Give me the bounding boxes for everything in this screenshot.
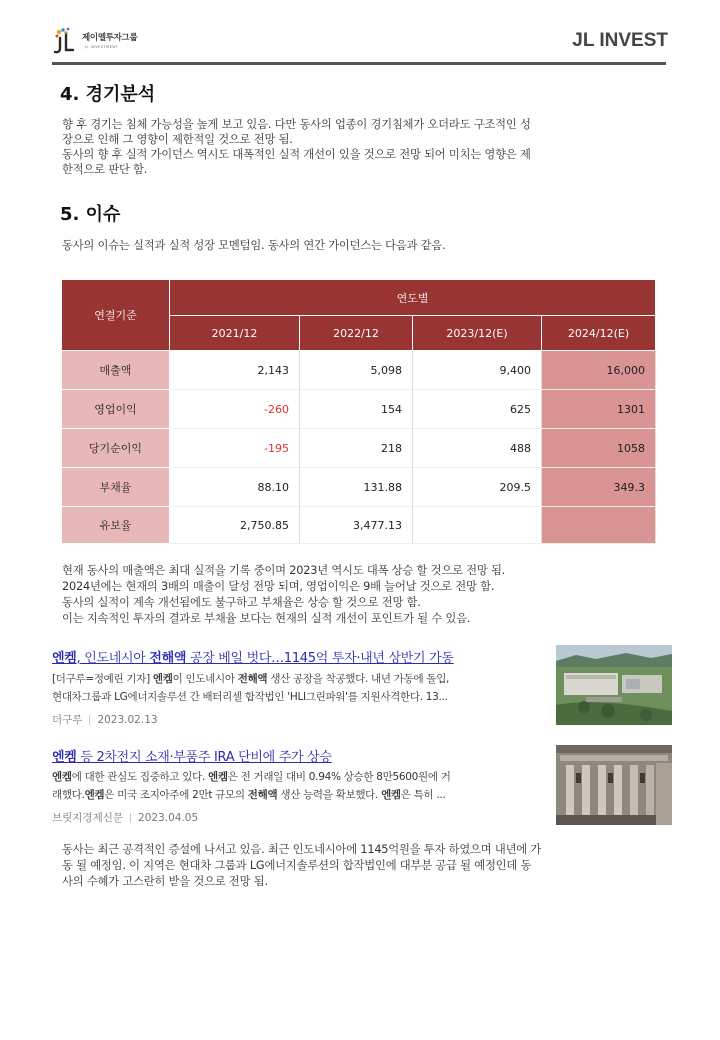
highlighted-keyword: 엔켐 [52,651,77,666]
row-label: 당기순이익 [62,429,170,468]
text-line: 사의 수혜가 고스란히 받을 것으로 전망 됨. [62,875,268,888]
column-header: 2024/12(E) [542,316,656,351]
table-cell: -260 [170,390,300,429]
highlighted-keyword: 엔켐 [208,771,228,783]
table-cell: 488 [413,429,542,468]
jl-logo-mark-icon [52,26,82,56]
table-cell: 5,098 [300,351,413,390]
brand-title: JL INVEST [572,30,668,51]
text-line: 동사의 향 후 실적 가이던스 역시도 대폭적인 실적 개선이 있을 것으로 전망 되어 미치는 영향은 제 [62,148,531,161]
text-line: 2024년에는 현재의 3배의 매출이 달성 전망 되며, 영업이익은 9배 늘어날 것으로 전망 함. [62,580,495,593]
text-line: 현재 동사의 매출액은 최대 실적을 기록 중이며 2023년 역시도 대폭 상승 할 것으로 전망 됨. [62,564,506,577]
news-date: 2023.04.05 [138,812,199,824]
text-line: 동사는 최근 공격적인 증설에 나서고 있음. 최근 인도네시아에 1145억원을 투자 하였으며 내년에 가 [62,843,542,856]
snippet-line [52,688,542,706]
news-source[interactable]: 브릿지경제신문 [52,812,124,824]
text-run: 현대차그룹과 LG에너지솔루션 간 배터리셀 합작법인 'HLI그린파워'를 지원사격한다. 13... [52,691,448,703]
highlighted-keyword: 엔켐 [152,673,173,685]
factory-aerial-photo-icon [556,645,672,725]
table-cell: 16,000 [542,351,656,390]
table-cell: 9,400 [413,351,542,390]
text-run: 등 2차전지 소재·부품주 IRA 단비에 주가 상승 [76,750,332,765]
text-line: 동 될 예정임. 이 지역은 현대차 그룹과 LG에너지솔루션의 합작법인에 대부분 공급 될 예정인데 동 [62,859,532,872]
highlighted-keyword: 엔켐 [52,771,72,783]
text-run: 래했다. [52,789,85,801]
text-run: 에 대한 관심도 집중하고 있다. [71,771,209,783]
table-cell: 1301 [542,390,656,429]
table-cell: 218 [300,429,413,468]
table-row [62,468,656,507]
row-label: 영업이익 [62,390,170,429]
section-5-title: 5. 이슈 [60,204,121,225]
table-group-header: 연도별 [170,280,656,316]
table-cell: 2,143 [170,351,300,390]
column-header: 2021/12 [170,316,300,351]
column-header: 2023/12(E) [413,316,542,351]
text-run: [더구루=정예린 기자] [52,673,153,685]
highlighted-keyword: 전해액 [237,673,268,685]
text-run: 생산 공장을 착공했다. 내년 가동에 돌입, [267,673,450,685]
news-title-link[interactable] [52,647,454,666]
table-row [62,351,656,390]
table-corner-header: 연결기준 [62,280,170,351]
text-run: 생산 능력을 확보했다. [277,789,382,801]
text-run: 은 특히 ... [400,789,446,801]
news-source[interactable]: 더구루 [52,714,83,726]
column-header: 2022/12 [300,316,413,351]
text-line: 향 후 경기는 침체 가능성을 높게 보고 있음. 다만 동사의 업종이 경기침체가 오더라도 구조적인 성 [62,118,531,131]
conclusion-text [62,842,652,890]
text-line: 동사의 실적이 계속 개선됨에도 불구하고 부채율은 상승 할 것으로 전망 함. [62,596,421,609]
text-line: 장으로 인해 그 영향이 제한적일 것으로 전망 됨. [62,133,293,146]
highlighted-keyword: 전해액 [247,789,278,801]
news-date: 2023.02.13 [97,714,158,726]
section-4-title: 4. 경기분석 [60,84,156,105]
table-cell: 625 [413,390,542,429]
news-thumbnail[interactable] [556,645,672,725]
news-meta [52,810,198,825]
section-5-intro: 동사의 이슈는 실적과 실적 성장 모멘텀임. 동사의 연간 가이던스는 다음과 같음. [62,239,446,252]
header-divider [52,62,666,65]
news-title-link[interactable] [52,746,332,765]
section-4-body [62,117,652,177]
news-thumbnail[interactable] [556,745,672,825]
logo-subtext: JL INVESTMENT [85,45,119,49]
row-label: 매출액 [62,351,170,390]
guidance-table [61,279,656,544]
analysis-text [62,563,652,627]
news-snippet [52,670,542,706]
text-run: , 인도네시아 [76,651,150,666]
table-cell: 2,750.85 [170,507,300,544]
text-run: 은 전 거래일 대비 0.94% 상승한 8만5600원에 거 [227,771,451,783]
snippet-line [52,786,542,804]
table-row [62,507,656,544]
table-cell: 349.3 [542,468,656,507]
company-logo [52,26,162,56]
table-cell: 88.10 [170,468,300,507]
table-row [62,390,656,429]
table-cell: 209.5 [413,468,542,507]
row-label: 유보율 [62,507,170,544]
news-snippet [52,768,542,804]
news-meta [52,712,158,727]
row-label: 부채율 [62,468,170,507]
page-header [52,22,668,66]
snippet-line [52,768,542,786]
highlighted-keyword: 전해액 [149,651,187,666]
table-cell: 3,477.13 [300,507,413,544]
highlighted-keyword: 엔켐 [381,789,401,801]
text-line: 이는 지속적인 투자의 결과로 부채율 보다는 현재의 실적 개선이 포인트가 될 수 있음. [62,612,471,625]
table-cell: 131.88 [300,468,413,507]
text-line: 한적으로 판단 함. [62,163,148,176]
text-run: 이 인도네시아 [172,673,238,685]
table-cell: -195 [170,429,300,468]
table-row [62,429,656,468]
text-run: 공장 베일 벗다…1145억 투자·내년 상반기 가동 [186,651,454,666]
table-cell [413,507,542,544]
divider [89,715,90,725]
highlighted-keyword: 엔켐 [52,750,77,765]
divider [130,813,131,823]
table-cell [542,507,656,544]
snippet-line [52,670,542,688]
table-cell: 1058 [542,429,656,468]
table-cell: 154 [300,390,413,429]
highlighted-keyword: 엔켐 [84,789,105,801]
logo-text: 제이엘투자그룹 [82,33,138,43]
government-building-photo-icon [556,745,672,825]
text-run: 은 미국 조지아주에 2만t 규모의 [104,789,248,801]
